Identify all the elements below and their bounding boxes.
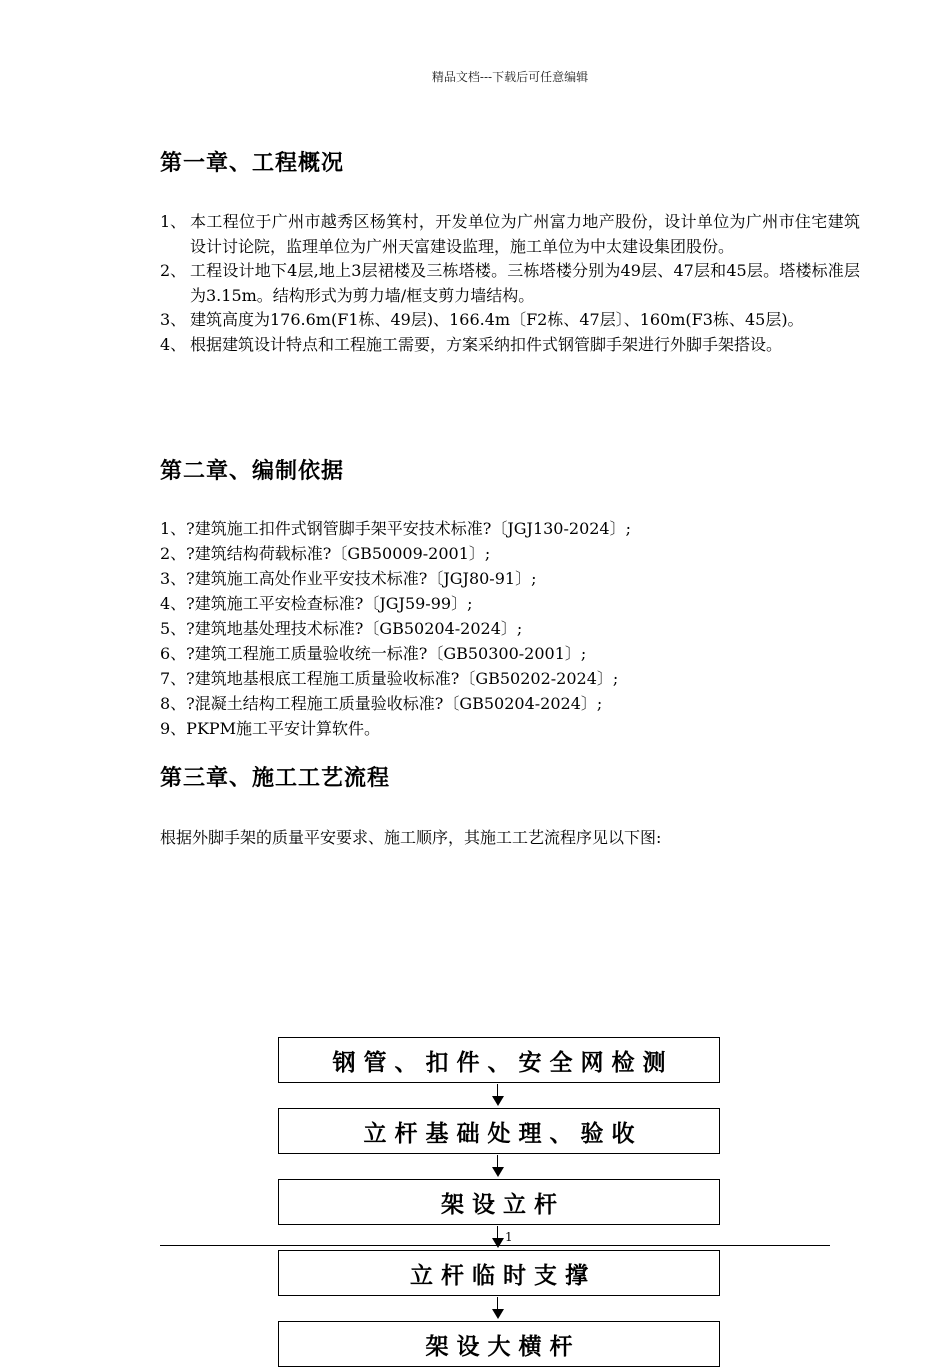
flow-arrow-head (492, 1309, 504, 1319)
item-number: 1、 (160, 212, 187, 231)
flow-step-temporary-support: 立 杆 临 时 支 撑 (278, 1250, 720, 1296)
reference-item: 2、?建筑结构荷载标准?〔GB50009-2001〕; (160, 544, 491, 563)
reference-item: 7、?建筑地基根底工程施工质量验收标准?〔GB50202-2024〕; (160, 669, 619, 688)
header-note: 精品文档---下载后可任意编辑 (431, 70, 589, 84)
reference-item: 9、PKPM施工平安计算软件。 (160, 719, 381, 738)
list-item (160, 333, 860, 358)
footer-rule (160, 1245, 830, 1246)
item-number: 4、 (160, 334, 187, 354)
chapter-3-title: 第三章、施工工艺流程 (160, 766, 391, 791)
item-text: 根据建筑设计特点和工程施工需要，方案采纳扣件式钢管脚手架进行外脚手架搭设。 (190, 334, 783, 354)
chapter-3-intro: 根据外脚手架的质量平安要求、施工顺序，其施工工艺流程序见以下图: (160, 828, 662, 847)
flow-step-erect-poles: 架 设 立 杆 (278, 1179, 720, 1225)
list-item (160, 210, 860, 259)
reference-item: 3、?建筑施工高处作业平安技术标准?〔JGJ80-91〕; (160, 569, 537, 588)
page-number: 1 (505, 1230, 513, 1244)
list-item (160, 259, 860, 308)
chapter-2-title: 第二章、编制依据 (160, 459, 345, 484)
flow-arrow-head (492, 1238, 504, 1248)
flow-step-ledgers: 架 设 大 横 杆 (278, 1321, 720, 1367)
chapter-1-title: 第一章、工程概况 (160, 151, 345, 176)
flow-arrow-line (497, 1084, 498, 1096)
list-item (160, 308, 860, 333)
item-text: 工程设计地下4层,地上3层裙楼及三栋塔楼。三栋塔楼分别为49层、47层和45层。塔楼标准层为3.15m。结构形式为剪力墙/框支剪力墙结构。 (190, 261, 860, 305)
flow-step-inspect-materials: 钢 管 、 扣 件 、 安 全 网 检 测 (278, 1037, 720, 1083)
reference-item: 1、?建筑施工扣件式钢管脚手架平安技术标准?〔JGJ130-2024〕; (160, 519, 632, 538)
item-text: 本工程位于广州市越秀区杨箕村，开发单位为广州富力地产股份，设计单位为广州市住宅建筑设计讨论院，监理单位为广州天富建设监理，施工单位为中太建设集团股份。 (190, 212, 860, 256)
flow-step-foundation: 立 杆 基 础 处 理 、 验 收 (278, 1108, 720, 1154)
flow-arrow-line (497, 1297, 498, 1309)
chapter-1-list (160, 210, 860, 358)
flow-arrow-head (492, 1096, 504, 1106)
reference-item: 6、?建筑工程施工质量验收统一标准?〔GB50300-2001〕; (160, 644, 587, 663)
reference-item: 4、?建筑施工平安检查标准?〔JGJ59-99〕; (160, 594, 473, 613)
flow-arrow-line (497, 1226, 498, 1238)
item-number: 3、 (160, 310, 187, 330)
flow-arrow-line (497, 1155, 498, 1167)
item-text: 建筑高度为176.6m(F1栋、49层)、166.4m〔F2栋、47层〕、160m(F3栋、45层)。 (190, 310, 804, 330)
reference-item: 5、?建筑地基处理技术标准?〔GB50204-2024〕; (160, 619, 523, 638)
reference-list (160, 516, 631, 741)
reference-item: 8、?混凝土结构工程施工质量验收标准?〔GB50204-2024〕; (160, 694, 603, 713)
item-number: 2、 (160, 261, 187, 281)
flow-arrow-head (492, 1167, 504, 1177)
